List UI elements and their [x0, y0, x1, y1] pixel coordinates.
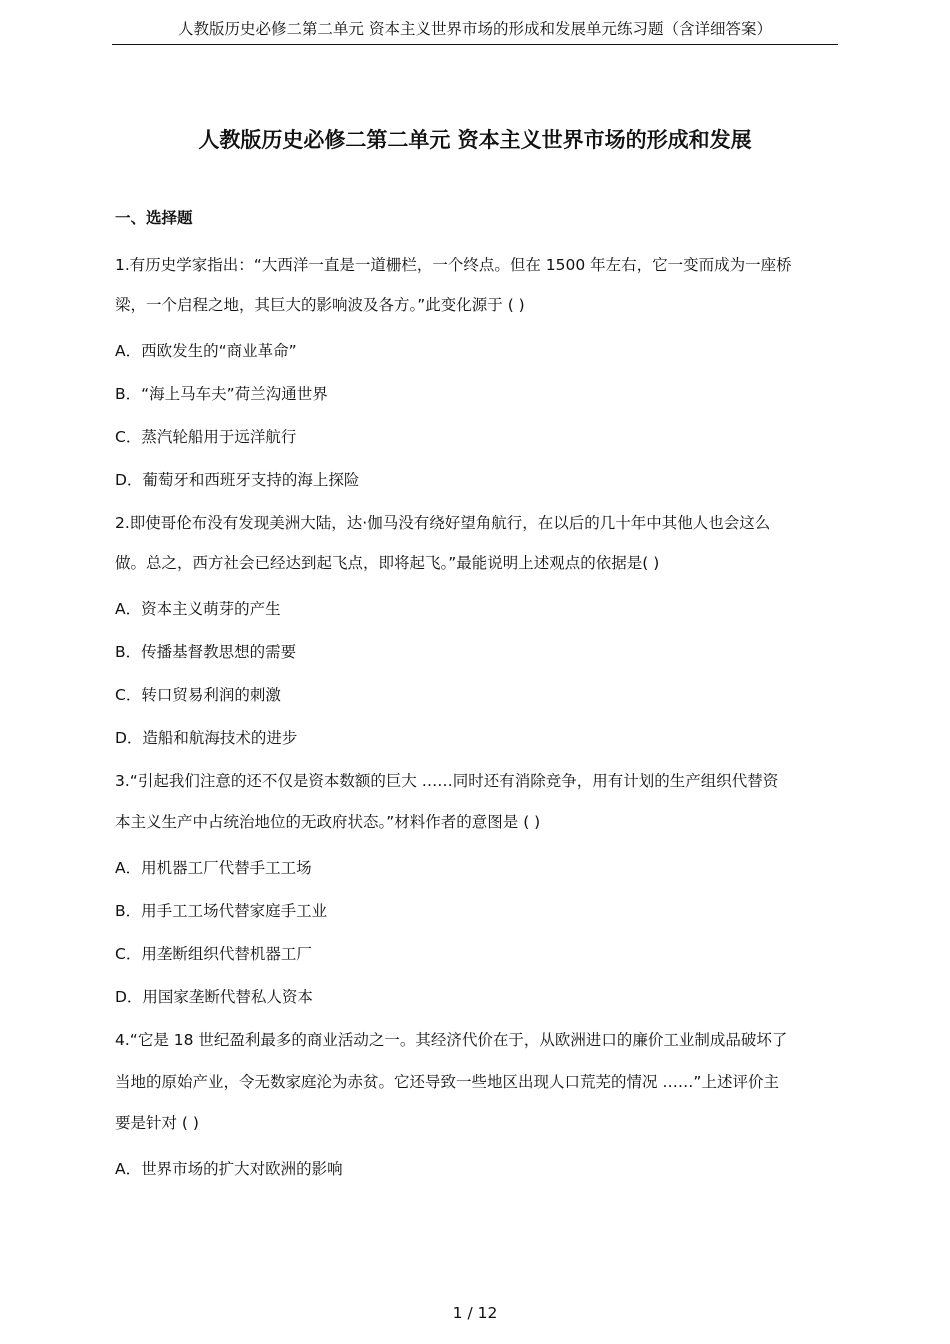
question-1-option-b: B．“海上马车夫”荷兰沟通世界 — [115, 385, 328, 403]
question-3-option-b: B．用手工工场代替家庭手工业 — [115, 902, 328, 920]
question-2-stem-line-2: 做。总之，西方社会已经达到起飞点，即将起飞。”最能说明上述观点的依据是( ) — [115, 554, 660, 572]
document-title: 人教版历史必修二第二单元 资本主义世界市场的形成和发展 — [198, 128, 752, 152]
question-3-stem-line-2: 本主义生产中占统治地位的无政府状态。”材料作者的意图是 ( ) — [115, 813, 541, 831]
question-1-option-d: D．葡萄牙和西班牙支持的海上探险 — [115, 471, 360, 489]
question-4-stem-line-2: 当地的原始产业，令无数家庭沦为赤贫。它还导致一些地区出现人口荒芜的情况 ……”上述评价主 — [115, 1073, 779, 1091]
question-2-option-b: B．传播基督教思想的需要 — [115, 643, 297, 661]
question-3-option-d: D．用国家垄断代替私人资本 — [115, 988, 313, 1006]
question-3-option-a: A．用机器工厂代替手工工场 — [115, 859, 312, 877]
question-1-option-c: C．蒸汽轮船用于远洋航行 — [115, 428, 297, 446]
section-heading: 一、选择题 — [115, 209, 193, 227]
page-number: 1 / 12 — [452, 1304, 498, 1322]
question-2-option-c: C．转口贸易利润的刺激 — [115, 686, 281, 704]
question-4-stem-line-1: 4.“它是 18 世纪盈利最多的商业活动之一。其经济代价在于，从欧洲进口的廉价工业制成品破坏了 — [115, 1031, 788, 1049]
question-1-option-a: A．西欧发生的“商业革命” — [115, 342, 297, 360]
question-2-option-d: D．造船和航海技术的进步 — [115, 729, 298, 747]
question-1-stem-line-1: 1.有历史学家指出：“大西洋一直是一道栅栏，一个终点。但在 1500 年左右，它一变而成为一座桥 — [115, 256, 792, 274]
question-1-stem-line-2: 梁，一个启程之地，其巨大的影响波及各方。”此变化源于 ( ) — [115, 296, 525, 314]
question-2-option-a: A．资本主义萌芽的产生 — [115, 600, 281, 618]
question-4-option-a: A．世界市场的扩大对欧洲的影响 — [115, 1160, 343, 1178]
running-header: 人教版历史必修二第二单元 资本主义世界市场的形成和发展单元练习题（含详细答案） — [178, 20, 772, 38]
question-3-stem-line-1: 3.“引起我们注意的还不仅是资本数额的巨大 ……同时还有消除竞争，用有计划的生产组织代替资 — [115, 772, 779, 790]
question-3-option-c: C．用垄断组织代替机器工厂 — [115, 945, 312, 963]
question-2-stem-line-1: 2.即使哥伦布没有发现美洲大陆，达·伽马没有绕好望角航行，在以后的几十年中其他人也会这么 — [115, 514, 771, 532]
question-4-stem-line-3: 要是针对 ( ) — [115, 1114, 199, 1132]
header-divider — [112, 44, 838, 45]
